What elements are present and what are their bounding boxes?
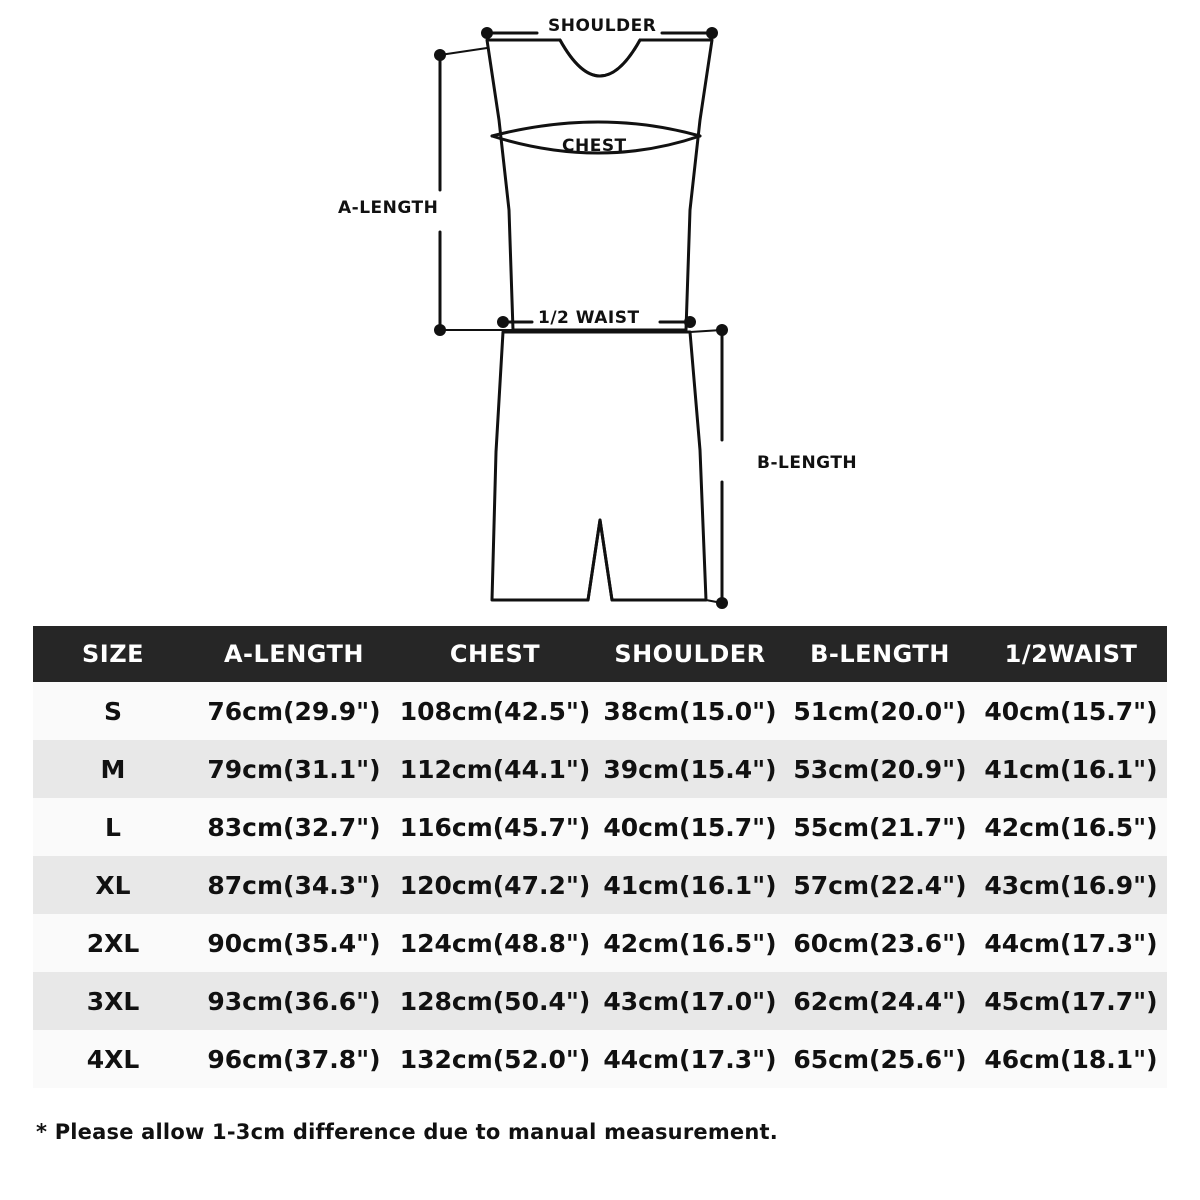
b-length-label: B-LENGTH <box>757 453 858 473</box>
cell-a-length: 76cm(29.9") <box>207 696 381 726</box>
cell-b-length: 55cm(21.7") <box>793 812 967 842</box>
half-waist-label: 1/2 WAIST <box>538 308 640 328</box>
cell-b-length: 65cm(25.6") <box>793 1044 967 1074</box>
cell-a-length: 96cm(37.8") <box>207 1044 381 1074</box>
cell-shoulder: 39cm(15.4") <box>603 754 777 784</box>
cell-chest: 120cm(47.2") <box>399 870 591 900</box>
cell-shoulder: 42cm(16.5") <box>603 928 777 958</box>
cell-half-waist: 46cm(18.1") <box>984 1044 1158 1074</box>
cell-size: S <box>103 696 122 726</box>
table-row <box>33 798 1167 856</box>
cell-shoulder: 40cm(15.7") <box>603 812 777 842</box>
table-row <box>33 740 1167 798</box>
cell-chest: 112cm(44.1") <box>399 754 591 784</box>
measurement-disclaimer: * Please allow 1-3cm difference due to manual measurement. <box>36 1120 778 1144</box>
shorts-outline <box>492 332 706 600</box>
table-row <box>33 1030 1167 1088</box>
cell-size: 3XL <box>86 986 140 1016</box>
column-header-half-waist: 1/2WAIST <box>975 626 1167 682</box>
jersey-neckline <box>560 40 640 76</box>
halfwaist-dot-right <box>684 316 696 328</box>
cell-size: M <box>100 754 126 784</box>
cell-b-length: 60cm(23.6") <box>793 928 967 958</box>
cell-chest: 128cm(50.4") <box>399 986 591 1016</box>
chest-label: CHEST <box>562 136 627 156</box>
cell-half-waist: 41cm(16.1") <box>984 754 1158 784</box>
cell-size: 4XL <box>86 1044 140 1074</box>
cell-b-length: 62cm(24.4") <box>793 986 967 1016</box>
cell-chest: 116cm(45.7") <box>399 812 591 842</box>
cell-a-length: 83cm(32.7") <box>207 812 381 842</box>
cell-b-length: 57cm(22.4") <box>793 870 967 900</box>
chest-line-top <box>492 122 700 136</box>
cell-shoulder: 38cm(15.0") <box>603 696 777 726</box>
shoulder-label: SHOULDER <box>548 16 657 36</box>
table-row <box>33 856 1167 914</box>
a-length-label: A-LENGTH <box>338 198 439 218</box>
cell-size: 2XL <box>86 928 140 958</box>
cell-size: XL <box>95 870 131 900</box>
table-header <box>33 626 1167 682</box>
column-header-chest: CHEST <box>395 626 595 682</box>
cell-shoulder: 44cm(17.3") <box>603 1044 777 1074</box>
cell-chest: 124cm(48.8") <box>399 928 591 958</box>
cell-size: L <box>105 812 121 842</box>
cell-a-length: 93cm(36.6") <box>207 986 381 1016</box>
cell-a-length: 87cm(34.3") <box>207 870 381 900</box>
cell-b-length: 53cm(20.9") <box>793 754 967 784</box>
cell-b-length: 51cm(20.0") <box>793 696 967 726</box>
cell-chest: 108cm(42.5") <box>399 696 591 726</box>
shoulder-dot-left <box>481 27 493 39</box>
cell-a-length: 79cm(31.1") <box>207 754 381 784</box>
column-header-b-length: B-LENGTH <box>785 626 975 682</box>
table-row <box>33 682 1167 740</box>
column-header-size: SIZE <box>33 626 193 682</box>
shorts-crotch <box>588 520 612 600</box>
halfwaist-dot-left <box>497 316 509 328</box>
table-header-row <box>33 626 1167 682</box>
jersey-outline <box>487 40 712 330</box>
table-row <box>33 972 1167 1030</box>
table-row <box>33 914 1167 972</box>
cell-half-waist: 42cm(16.5") <box>984 812 1158 842</box>
cell-half-waist: 40cm(15.7") <box>984 696 1158 726</box>
cell-half-waist: 43cm(16.9") <box>984 870 1158 900</box>
cell-a-length: 90cm(35.4") <box>207 928 381 958</box>
cell-chest: 132cm(52.0") <box>399 1044 591 1074</box>
table-body <box>33 682 1167 1088</box>
column-header-shoulder: SHOULDER <box>595 626 785 682</box>
cell-half-waist: 45cm(17.7") <box>984 986 1158 1016</box>
shoulder-dot-right <box>706 27 718 39</box>
column-header-a-length: A-LENGTH <box>193 626 395 682</box>
cell-shoulder: 43cm(17.0") <box>603 986 777 1016</box>
size-chart-table <box>33 626 1167 1088</box>
alength-leader-top <box>440 48 487 55</box>
cell-shoulder: 41cm(16.1") <box>603 870 777 900</box>
cell-half-waist: 44cm(17.3") <box>984 928 1158 958</box>
